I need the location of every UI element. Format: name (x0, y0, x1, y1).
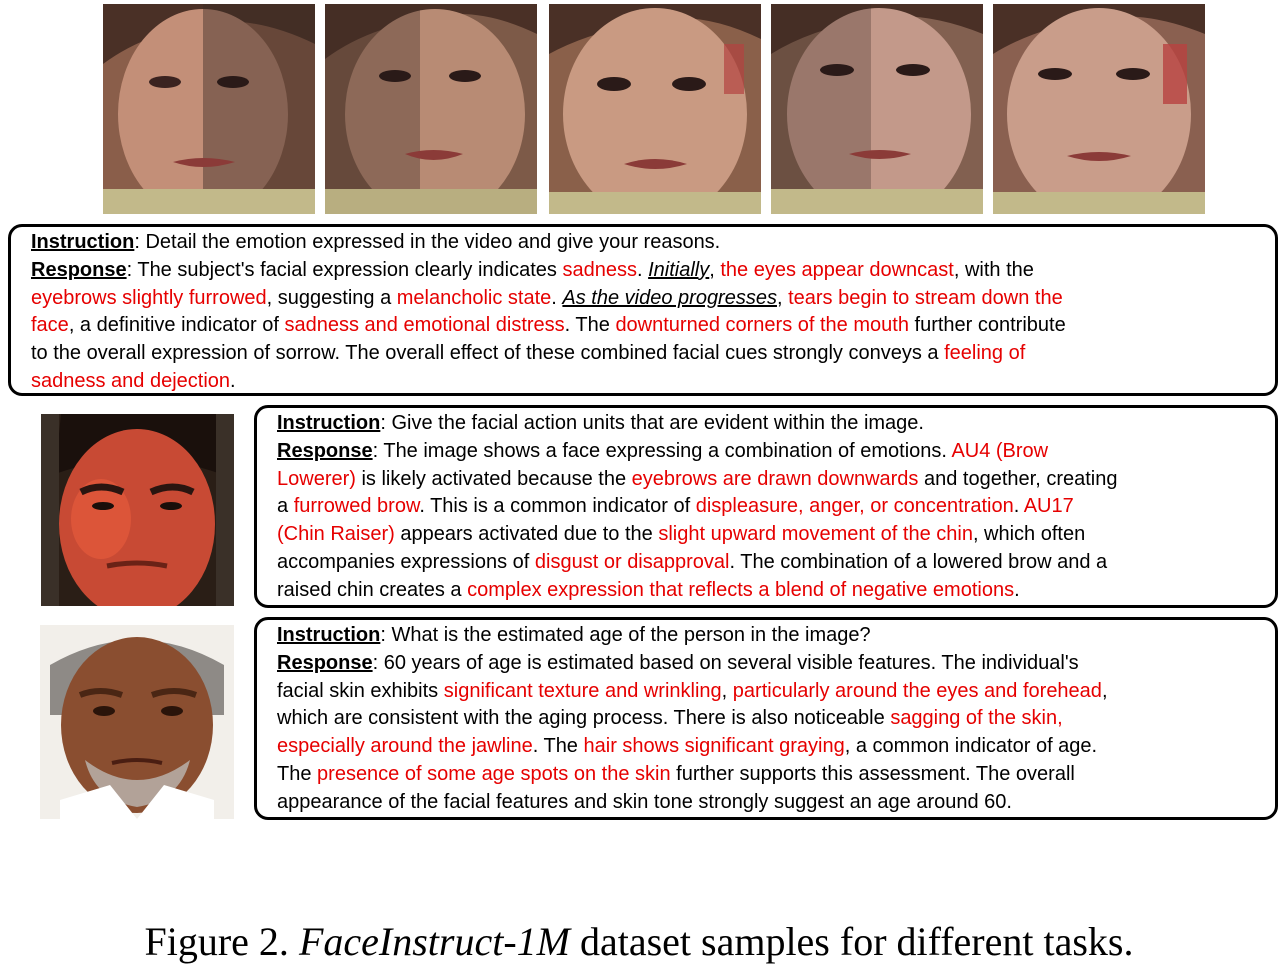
instruction-line (277, 622, 1108, 650)
video-frame-1 (103, 4, 315, 214)
response-line (31, 368, 1066, 396)
highlighted-phrase: the eyes appear downcast (720, 258, 954, 281)
response-text: facial skin exhibits (277, 679, 444, 702)
highlighted-phrase: hair shows significant graying (583, 735, 845, 758)
response-line (277, 438, 1117, 466)
highlighted-phrase: Lowerer) (277, 467, 356, 490)
highlighted-phrase: presence of some age spots on the skin (317, 762, 671, 785)
highlighted-phrase: downturned corners of the mouth (615, 314, 909, 337)
video-frame-4 (771, 4, 983, 214)
response-text: , (1101, 679, 1108, 702)
highlighted-phrase: melancholic state (396, 286, 552, 309)
response-line (277, 705, 1108, 733)
response-label: Response (31, 258, 127, 281)
response-line (277, 761, 1108, 789)
response-text: . The combination of a lowered brow and a (729, 550, 1108, 573)
highlighted-phrase: sadness and dejection (31, 369, 231, 392)
response-text: . The (564, 314, 616, 337)
highlighted-phrase: slight upward movement of the chin (658, 523, 973, 546)
highlighted-phrase: displeasure, anger, or concentration (695, 495, 1014, 518)
response-body (277, 438, 1117, 605)
highlighted-phrase: AU4 (Brow (951, 439, 1049, 462)
response-line (277, 577, 1117, 605)
instruction-text: : Give the facial action units that are evident within the image. (380, 412, 924, 434)
response-text: : The image shows a face expressing a combination of emotions. (372, 439, 952, 462)
sample-2-text-box (254, 405, 1278, 608)
highlighted-phrase: especially around the jawline (277, 735, 533, 758)
response-text: : 60 years of age is estimated based on several visible features. The individual's (372, 651, 1079, 674)
response-text: . (1013, 495, 1024, 518)
highlighted-phrase: significant texture and wrinkling (443, 679, 722, 702)
response-text: further supports this assessment. The overall (670, 762, 1075, 785)
response-text: , with the (953, 258, 1034, 281)
caption-dataset-name: FaceInstruct-1M (298, 919, 570, 964)
response-text: , (776, 286, 789, 309)
response-text: The (277, 762, 318, 785)
highlighted-phrase: eyebrows slightly furrowed (31, 286, 267, 309)
response-text: raised chin creates a (277, 578, 468, 601)
video-frame-3 (549, 4, 761, 214)
response-text: . This is a common indicator of (419, 495, 696, 518)
caption-prefix: Figure 2. (144, 919, 299, 964)
response-text: further contribute (908, 314, 1066, 337)
highlighted-phrase: (Chin Raiser) (277, 523, 395, 546)
highlighted-phrase: AU17 (1023, 495, 1074, 518)
emphasized-phrase: Initially (648, 258, 710, 281)
response-text: . (636, 258, 649, 281)
response-body (31, 257, 1066, 396)
figure-caption (0, 916, 1278, 968)
instruction-label: Instruction (277, 624, 381, 646)
response-text: . (551, 286, 563, 309)
response-line (31, 340, 1066, 368)
response-line (277, 493, 1117, 521)
response-text: appearance of the facial features and skin tone strongly suggest an age around 60. (277, 790, 1012, 813)
response-line (277, 466, 1117, 494)
face-photo-au (41, 414, 234, 606)
response-text: is likely activated because the (355, 467, 632, 490)
sample-1-text-box (8, 224, 1278, 396)
response-line (277, 650, 1108, 678)
highlighted-phrase: face (31, 314, 69, 337)
highlighted-phrase: sagging of the skin, (890, 707, 1063, 730)
highlighted-phrase: sadness (562, 258, 637, 281)
response-text: , a definitive indicator of (68, 314, 285, 337)
response-line (277, 733, 1108, 761)
face-photo-age (40, 625, 234, 819)
response-line (277, 549, 1117, 577)
response-line (277, 789, 1108, 817)
response-body (277, 650, 1108, 817)
response-line (31, 257, 1066, 285)
highlighted-phrase: feeling of (944, 342, 1026, 365)
highlighted-phrase: eyebrows are drawn downwards (631, 467, 919, 490)
emphasized-phrase: As the video progresses (562, 286, 777, 309)
response-line (31, 285, 1066, 313)
instruction-text: : What is the estimated age of the person in the image? (380, 624, 871, 646)
response-label: Response (277, 439, 373, 462)
response-line (31, 312, 1066, 340)
sample-3-text-box (254, 617, 1278, 820)
response-text: appears activated due to the (394, 523, 659, 546)
response-text: to the overall expression of sorrow. The overall effect of these combined facial cues strongly conveys a (31, 342, 945, 365)
highlighted-phrase: tears begin to stream down the (788, 286, 1063, 309)
response-text: , suggesting a (266, 286, 397, 309)
response-text: , which often (972, 523, 1086, 546)
response-text: , (721, 679, 733, 702)
response-text: . The (532, 735, 584, 758)
response-text: . (1014, 578, 1020, 601)
highlighted-phrase: particularly around the eyes and forehead (732, 679, 1102, 702)
response-text: , a common indicator of age. (844, 735, 1098, 758)
instruction-label: Instruction (31, 231, 135, 253)
highlighted-phrase: sadness and emotional distress (284, 314, 565, 337)
instruction-text: : Detail the emotion expressed in the video and give your reasons. (134, 231, 721, 253)
video-frame-5 (993, 4, 1205, 214)
response-text: and together, creating (918, 467, 1118, 490)
instruction-label: Instruction (277, 412, 381, 434)
caption-suffix: dataset samples for different tasks. (569, 919, 1134, 964)
response-label: Response (277, 651, 373, 674)
response-text: accompanies expressions of (277, 550, 535, 573)
response-line (277, 521, 1117, 549)
instruction-line (277, 410, 1117, 438)
video-frame-2 (325, 4, 537, 214)
response-text: which are consistent with the aging process. There is also noticeable (277, 707, 891, 730)
response-line (277, 678, 1108, 706)
highlighted-phrase: disgust or disapproval (534, 550, 730, 573)
response-text: , (709, 258, 721, 281)
instruction-line (31, 229, 1066, 257)
highlighted-phrase: furrowed brow (293, 495, 420, 518)
response-text: . (230, 369, 236, 392)
highlighted-phrase: complex expression that reflects a blend of negative emotions (467, 578, 1015, 601)
response-text: : The subject's facial expression clearly indicates (126, 258, 563, 281)
video-frames-strip (103, 4, 1205, 214)
response-text: a (277, 495, 294, 518)
